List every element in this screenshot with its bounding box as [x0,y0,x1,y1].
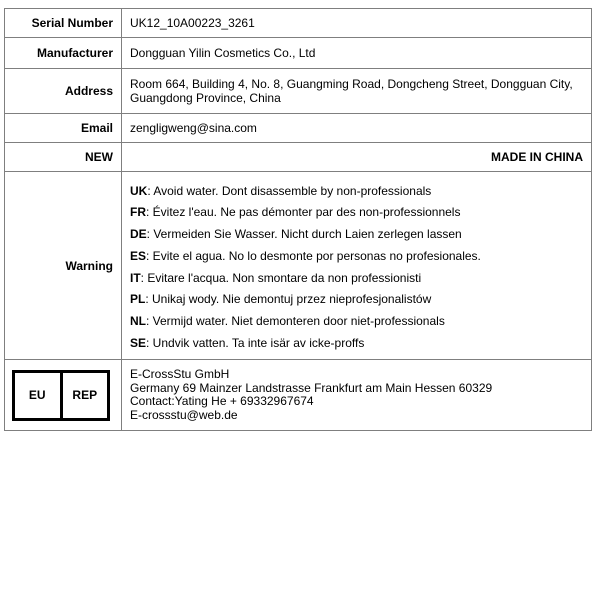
new-label: NEW [5,143,122,172]
serial-number-label: Serial Number [5,9,122,38]
email-value: zengligweng@sina.com [122,114,592,143]
warning-label: Warning [5,172,122,360]
warning-text-cell [122,172,592,360]
warning-line-de [130,224,583,246]
serial-number-value: UK12_10A00223_3261 [122,9,592,38]
warning-lang-code: UK [130,183,148,198]
warning-line-it [130,268,583,290]
rep-contact: Contact:Yating He + 69332967674 [130,394,314,408]
manufacturer-value: Dongguan Yilin Cosmetics Co., Ltd [122,38,592,69]
manufacturer-row [5,38,592,69]
made-in-china-text: MADE IN CHINA [122,143,592,172]
warning-line-pl [130,289,583,311]
warning-lang-code: DE [130,227,147,242]
warning-lang-code: IT [130,270,141,285]
product-label-table [4,8,592,431]
warning-text: : Unikaj wody. Nie demontuj przez nieprofesjonalistów [145,292,432,307]
rep-address: Germany 69 Mainzer Landstrasse Frankfurt am Main Hessen 60329 [130,380,493,395]
ec-rep-symbol-cell [5,360,122,431]
eu-rep-symbol [12,370,110,421]
new-row [5,143,592,172]
warning-line-fr [130,202,583,224]
warning-text: : Vermijd water. Niet demonteren door niet-professionals [146,313,445,328]
warning-lang-code: FR [130,205,146,220]
serial-number-row [5,9,592,38]
warning-text: : Évitez l'eau. Ne pas démonter par des non-professionnels [146,205,461,220]
warning-text: : Undvik vatten. Ta inte isär av icke-proffs [146,335,365,350]
eu-rep-symbol-eu: EU [28,388,46,402]
email-row [5,114,592,143]
warning-line-nl [130,311,583,333]
warning-row [5,172,592,360]
warning-lang-code: NL [130,313,146,328]
warning-text: : Evite el agua. No lo desmonte por personas no profesionales. [146,248,481,263]
warning-text: : Vermeiden Sie Wasser. Nicht durch Laien zerlegen lassen [146,227,462,242]
warning-line-se [130,333,583,355]
ec-rep-row [5,360,592,431]
warning-lang-code: ES [130,248,147,263]
email-label: Email [5,114,122,143]
ec-rep-info [130,368,583,422]
address-row [5,69,592,114]
warning-lines [130,177,583,355]
warning-line-es [130,246,583,268]
warning-line-uk [130,181,583,203]
warning-text: : Avoid water. Dont disassemble by non-professionals [147,183,432,198]
warning-lang-code: SE [130,335,147,350]
manufacturer-label: Manufacturer [5,38,122,69]
rep-email: E-crossstu@web.de [130,407,238,422]
eu-rep-symbol-rep: REP [60,373,108,418]
address-label: Address [5,69,122,114]
address-value: Room 664, Building 4, No. 8, Guangming Road, Dongcheng Street, Dongguan City, Guangdong Province, China [122,69,592,114]
warning-lang-code: PL [130,292,146,307]
warning-text: : Evitare l'acqua. Non smontare da non professionisti [140,270,422,285]
ec-rep-info-cell [122,360,592,431]
rep-company-name: E-CrossStu GmbH [130,367,230,381]
